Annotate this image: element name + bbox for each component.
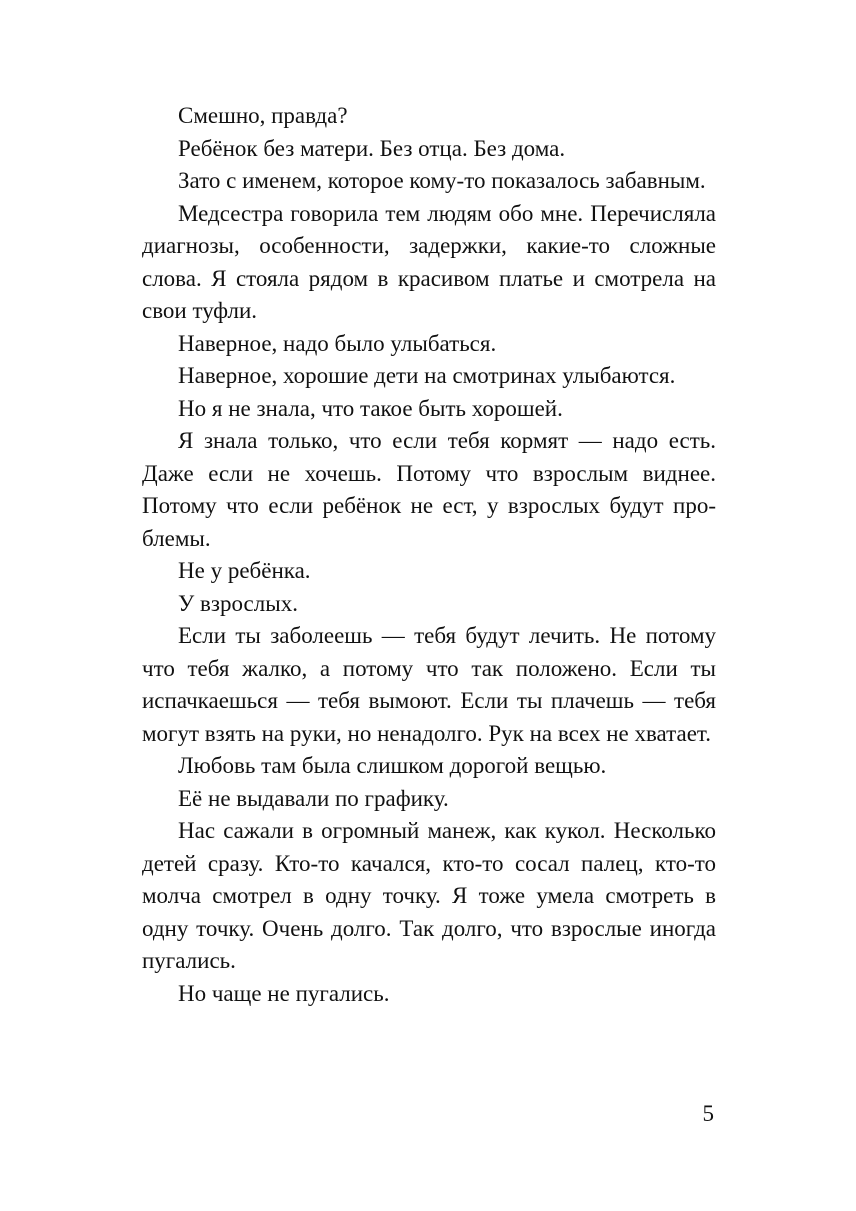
page-number: 5: [702, 1101, 714, 1126]
paragraph-7: Но я не знала, что такое быть хорошей.: [178, 395, 563, 421]
paragraph-13: Её не выдавали по графику.: [178, 785, 449, 811]
paragraph-14: Нас сажали в огромный манеж, как кукол. Несколько детей сразу. Кто-то качался, кто-то сосал палец, кто-то молча смотрел в одну точку. Я тоже умела смотреть в одну точку. Очень долго. Так долго, что взрослые иногда пугались.: [142, 818, 716, 973]
paragraph-15: Но чаще не пугались.: [178, 980, 390, 1006]
paragraph-9: Не у ребёнка.: [178, 558, 311, 583]
paragraph-6: Наверное, хорошие дети на смотринах улыбаются.: [178, 363, 676, 388]
paragraph-12: Любовь там была слишком дорогой вещью.: [178, 753, 607, 778]
paragraph-3: Зато с именем, которое кому-то показалось забавным.: [178, 168, 706, 193]
paragraph-4: Медсестра говорила тем людям обо мне. Перечисляла диагнозы, особенности, задержки, какие-то сложные слова. Я стояла рядом в красивом платье и смотрела на свои туфли.: [142, 200, 716, 323]
paragraph-2: Ребёнок без матери. Без отца. Без дома.: [178, 135, 566, 161]
paragraph-1: Смешно, правда?: [178, 103, 348, 128]
paragraph-8: Я знала только, что если тебя кормят — надо есть. Даже если не хочешь. Потому что взрослым виднее. Потому что если ребёнок не ест, у взрослых будут проблемы.: [142, 428, 716, 551]
paragraph-10: У взрослых.: [178, 590, 298, 616]
body-text: [142, 100, 716, 1010]
paragraph-5: Наверное, надо было улыбаться.: [178, 330, 497, 356]
paragraph-11: Если ты заболеешь — тебя будут лечить. Не потому что тебя жалко, а потому что так положено. Если ты испачкаешься — тебя вымоют. Если ты плачешь — тебя могут взять на руки, но ненадолго. Рук на всех не хватает.: [142, 623, 716, 746]
